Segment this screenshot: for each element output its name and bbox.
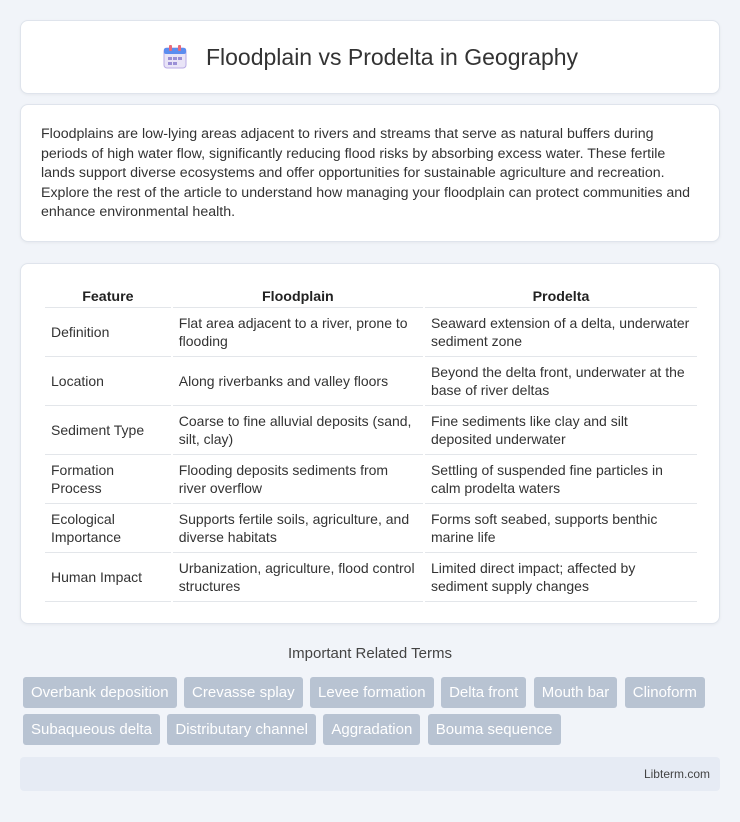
table-cell-floodplain: Coarse to fine alluvial deposits (sand, silt, clay) <box>173 406 423 455</box>
related-term-tag[interactable]: Overbank deposition <box>23 677 177 708</box>
related-term-tag[interactable]: Mouth bar <box>534 677 618 708</box>
table-row <box>45 357 697 406</box>
related-terms-heading: Important Related Terms <box>288 645 452 662</box>
related-term-tag[interactable]: Subaqueous delta <box>23 714 160 745</box>
related-term-tag[interactable]: Bouma sequence <box>428 714 561 745</box>
table-cell-floodplain: Flat area adjacent to a river, prone to flooding <box>173 308 423 357</box>
table-row <box>45 553 697 602</box>
table-cell-prodelta: Beyond the delta front, underwater at the base of river deltas <box>425 357 697 406</box>
table-cell-prodelta: Limited direct impact; affected by sediment supply changes <box>425 553 697 602</box>
table-cell-feature: Human Impact <box>45 553 171 602</box>
related-term-tag[interactable]: Levee formation <box>310 677 434 708</box>
table-cell-floodplain: Along riverbanks and valley floors <box>173 357 423 406</box>
comparison-table-card <box>20 263 720 624</box>
table-row <box>45 504 697 553</box>
column-header: Floodplain <box>173 286 423 308</box>
related-term-tag[interactable]: Clinoform <box>625 677 705 708</box>
related-term-tag[interactable]: Delta front <box>441 677 526 708</box>
table-cell-feature: Formation Process <box>45 455 171 504</box>
table-cell-feature: Definition <box>45 308 171 357</box>
table-cell-feature: Ecological Importance <box>45 504 171 553</box>
table-cell-prodelta: Seaward extension of a delta, underwater sediment zone <box>425 308 697 357</box>
page-title: Floodplain vs Prodelta in Geography <box>205 43 579 70</box>
table-row <box>45 308 697 357</box>
header-card <box>20 20 720 94</box>
related-term-tag[interactable]: Distributary channel <box>167 714 316 745</box>
table-cell-prodelta: Fine sediments like clay and silt deposited underwater <box>425 406 697 455</box>
intro-paragraph: Floodplains are low-lying areas adjacent to rivers and streams that serve as natural buffers during periods of high water flow, significantly reducing flood risks by absorbing excess water. These fertile lands support diverse ecosystems and offer opportunities for sustainable agriculture and recreation. Explore the rest of the article to understand how managing your floodplain can protect communities and enhance environmental health. <box>41 126 691 221</box>
table-cell-feature: Location <box>45 357 171 406</box>
column-header: Prodelta <box>425 286 697 308</box>
table-row <box>45 406 697 455</box>
table-cell-floodplain: Supports fertile soils, agriculture, and diverse habitats <box>173 504 423 553</box>
related-term-tag[interactable]: Aggradation <box>323 714 420 745</box>
table-cell-feature: Sediment Type <box>45 406 171 455</box>
intro-card <box>20 104 720 242</box>
footer <box>20 757 720 791</box>
table-cell-floodplain: Flooding deposits sediments from river overflow <box>173 455 423 504</box>
table-header-row <box>45 286 697 308</box>
table-row <box>45 455 697 504</box>
related-terms-list <box>23 677 723 751</box>
footer-site-link[interactable]: Libterm.com <box>643 767 710 781</box>
comparison-table <box>43 286 699 602</box>
table-cell-prodelta: Forms soft seabed, supports benthic marine life <box>425 504 697 553</box>
table-cell-floodplain: Urbanization, agriculture, flood control structures <box>173 553 423 602</box>
related-term-tag[interactable]: Crevasse splay <box>184 677 303 708</box>
column-header: Feature <box>45 286 171 308</box>
calendar-icon <box>162 44 188 70</box>
table-cell-prodelta: Settling of suspended fine particles in calm prodelta waters <box>425 455 697 504</box>
